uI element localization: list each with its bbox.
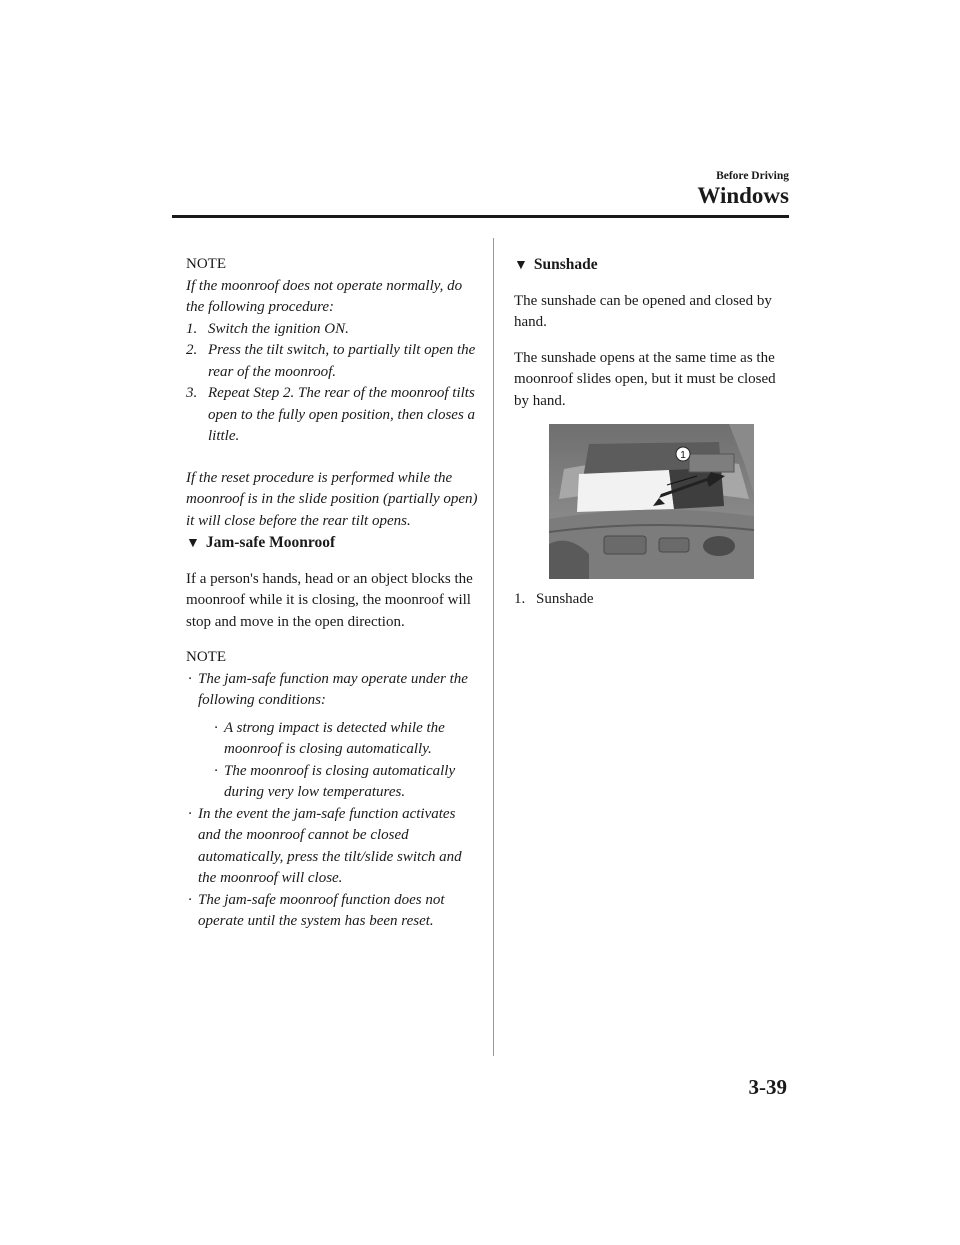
reset-steps bbox=[186, 319, 478, 448]
list-item bbox=[212, 718, 478, 761]
step-number: 3. bbox=[186, 385, 198, 401]
step-text: Switch the ignition ON. bbox=[208, 320, 349, 337]
step-number: 2. bbox=[186, 342, 198, 358]
bullet-icon: · bbox=[188, 805, 192, 822]
sunshade-heading bbox=[514, 254, 794, 277]
bullet-text: In the event the jam-safe function activates and the moonroof cannot be closed automatically, press the tilt/slide switch and the moonroof will close. bbox=[198, 805, 462, 886]
list-item bbox=[186, 669, 478, 804]
list-item bbox=[186, 319, 478, 341]
jam-safe-heading-text: Jam-safe Moonroof bbox=[205, 534, 336, 551]
header-rule bbox=[172, 215, 789, 218]
triangle-icon: ▼ bbox=[186, 536, 200, 551]
list-item bbox=[186, 804, 478, 890]
sunshade-heading-text: Sunshade bbox=[533, 256, 598, 273]
list-item bbox=[186, 340, 478, 383]
page-title: Windows bbox=[697, 183, 789, 208]
note-label: NOTE bbox=[186, 649, 226, 665]
step-number: 1. bbox=[186, 320, 198, 337]
sunshade-text-1: The sunshade can be opened and closed by hand. bbox=[514, 292, 772, 330]
left-column bbox=[186, 254, 478, 933]
column-divider bbox=[493, 238, 494, 1056]
note-reset-text: If the reset procedure is performed while the moonroof is in the slide position (partially open) it will close before the rear tilt opens. bbox=[186, 469, 478, 529]
bullet-icon: · bbox=[214, 762, 218, 779]
figure-callout: 1 bbox=[680, 450, 686, 461]
sunshade-illustration bbox=[549, 424, 754, 579]
caption-text: Sunshade bbox=[536, 591, 594, 607]
step-text: Repeat Step 2. The rear of the moonroof tilts open to the fully open position, then closes a little. bbox=[208, 385, 476, 444]
bullet-text: The jam-safe moonroof function does not operate until the system has been reset. bbox=[198, 891, 445, 929]
jam-safe-text: If a person's hands, head or an object blocks the moonroof while it is closing, the moonroof will stop and move in the open direction. bbox=[186, 570, 473, 630]
bullet-text: A strong impact is detected while the moonroof is closing automatically. bbox=[224, 719, 445, 757]
list-item bbox=[212, 761, 478, 804]
caption-number: 1. bbox=[514, 591, 526, 607]
right-column bbox=[514, 254, 794, 611]
sunshade-text-2: The sunshade opens at the same time as the moonroof slides open, but it must be closed by hand. bbox=[514, 349, 776, 409]
bullet-text: The jam-safe function may operate under the following conditions: bbox=[198, 670, 468, 708]
list-item bbox=[186, 890, 478, 933]
note-intro: If the moonroof does not operate normally, do the following procedure: bbox=[186, 277, 463, 315]
bullet-icon: · bbox=[188, 670, 192, 687]
step-text: Press the tilt switch, to partially tilt open the rear of the moonroof. bbox=[208, 342, 476, 380]
bullet-icon: · bbox=[188, 891, 192, 908]
figure-caption bbox=[514, 589, 794, 611]
triangle-icon: ▼ bbox=[514, 258, 528, 273]
header-section-label: Before Driving bbox=[716, 170, 789, 182]
note-label: NOTE bbox=[186, 256, 226, 272]
bullet-icon: · bbox=[214, 719, 218, 736]
jam-safe-heading bbox=[186, 532, 478, 555]
note-bullets bbox=[186, 669, 478, 933]
page-number: 3-39 bbox=[748, 1075, 787, 1099]
sub-bullets bbox=[212, 718, 478, 804]
bullet-text: The moonroof is closing automatically during very low temperatures. bbox=[224, 762, 456, 800]
list-item bbox=[186, 383, 478, 448]
